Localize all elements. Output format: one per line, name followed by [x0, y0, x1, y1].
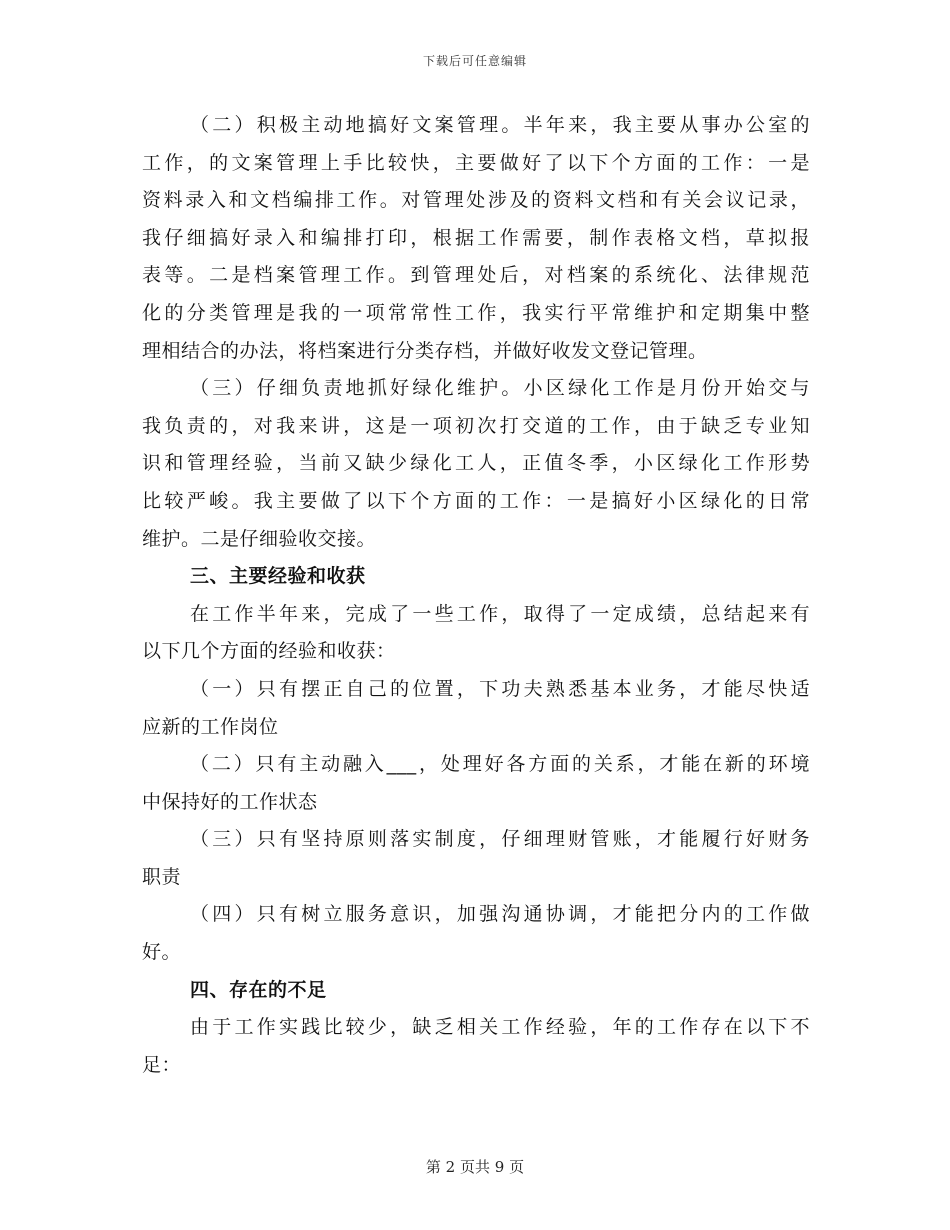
- text-line: 由于工作实践比较少，缺乏相关工作经验，年的工作存在以下不: [190, 1016, 810, 1039]
- section-heading-shortcomings: 四、存在的不足: [190, 978, 327, 1001]
- text-line: 维护。二是仔细验收交接。: [142, 527, 377, 550]
- text-line: 应新的工作岗位: [142, 715, 279, 738]
- text-line: 在工作半年来，完成了一些工作，取得了一定成绩，总结起来有: [190, 602, 810, 625]
- text-line: （二）积极主动地搞好文案管理。半年来，我主要从事办公室的: [190, 114, 810, 136]
- text-line: （二）只有主动融入___，处理好各方面的关系，才能在新的环境: [190, 753, 810, 776]
- section-heading-experience: 三、主要经验和收获: [190, 565, 366, 588]
- text-line: 比较严峻。我主要做了以下个方面的工作：一是搞好小区绿化的日常: [142, 489, 810, 512]
- paragraph-shortcomings-intro: [142, 1009, 810, 1084]
- page-number-footer: 第 2 页共 9 页: [425, 1158, 525, 1176]
- text-line: （三）仔细负责地抓好绿化维护。小区绿化工作是月份开始交与: [190, 377, 810, 400]
- text-line: 资料录入和文档编排工作。对管理处涉及的资料文档和有关会议记录，: [142, 189, 810, 212]
- text-line: 我负责的，对我来讲，这是一项初次打交道的工作，由于缺乏专业知: [142, 414, 810, 437]
- text-line: 理相结合的办法，将档案进行分类存档，并做好收发文登记管理。: [142, 339, 708, 362]
- paragraph-experience-intro: [142, 596, 810, 671]
- paragraph-document-management: [142, 107, 810, 370]
- paragraph-experience-item-3: [142, 821, 810, 896]
- text-line: （四）只有树立服务意识，加强沟通协调，才能把分内的工作做: [190, 903, 810, 926]
- page-header: 下载后可任意编辑: [422, 54, 527, 68]
- text-line: 表等。二是档案管理工作。到管理处后，对档案的系统化、法律规范: [142, 264, 810, 287]
- text-line: 中保持好的工作状态: [142, 790, 318, 813]
- paragraph-greening-maintenance: [142, 370, 810, 558]
- text-line: 我仔细搞好录入和编排打印，根据工作需要，制作表格文档，草拟报: [142, 226, 810, 249]
- text-line: 好。: [142, 941, 182, 964]
- text-line: 足：: [142, 1053, 182, 1076]
- text-line: （一）只有摆正自己的位置，下功夫熟悉基本业务，才能尽快适: [190, 677, 810, 700]
- text-line: 识和管理经验，当前又缺少绿化工人，正值冬季，小区绿化工作形势: [142, 452, 810, 475]
- text-line: （三）只有坚持原则落实制度，仔细理财管账，才能履行好财务: [190, 828, 810, 851]
- text-line: 工作，的文案管理上手比较快，主要做好了以下个方面的工作：一是: [142, 151, 810, 174]
- document-body: [142, 107, 810, 1084]
- text-line: 职责: [142, 865, 182, 888]
- text-line: 以下几个方面的经验和收获：: [142, 640, 396, 663]
- text-line: 化的分类管理是我的一项常常性工作，我实行平常维护和定期集中整: [142, 301, 810, 324]
- paragraph-experience-item-4: [142, 896, 810, 971]
- paragraph-experience-item-2: [142, 746, 810, 821]
- paragraph-experience-item-1: [142, 671, 810, 746]
